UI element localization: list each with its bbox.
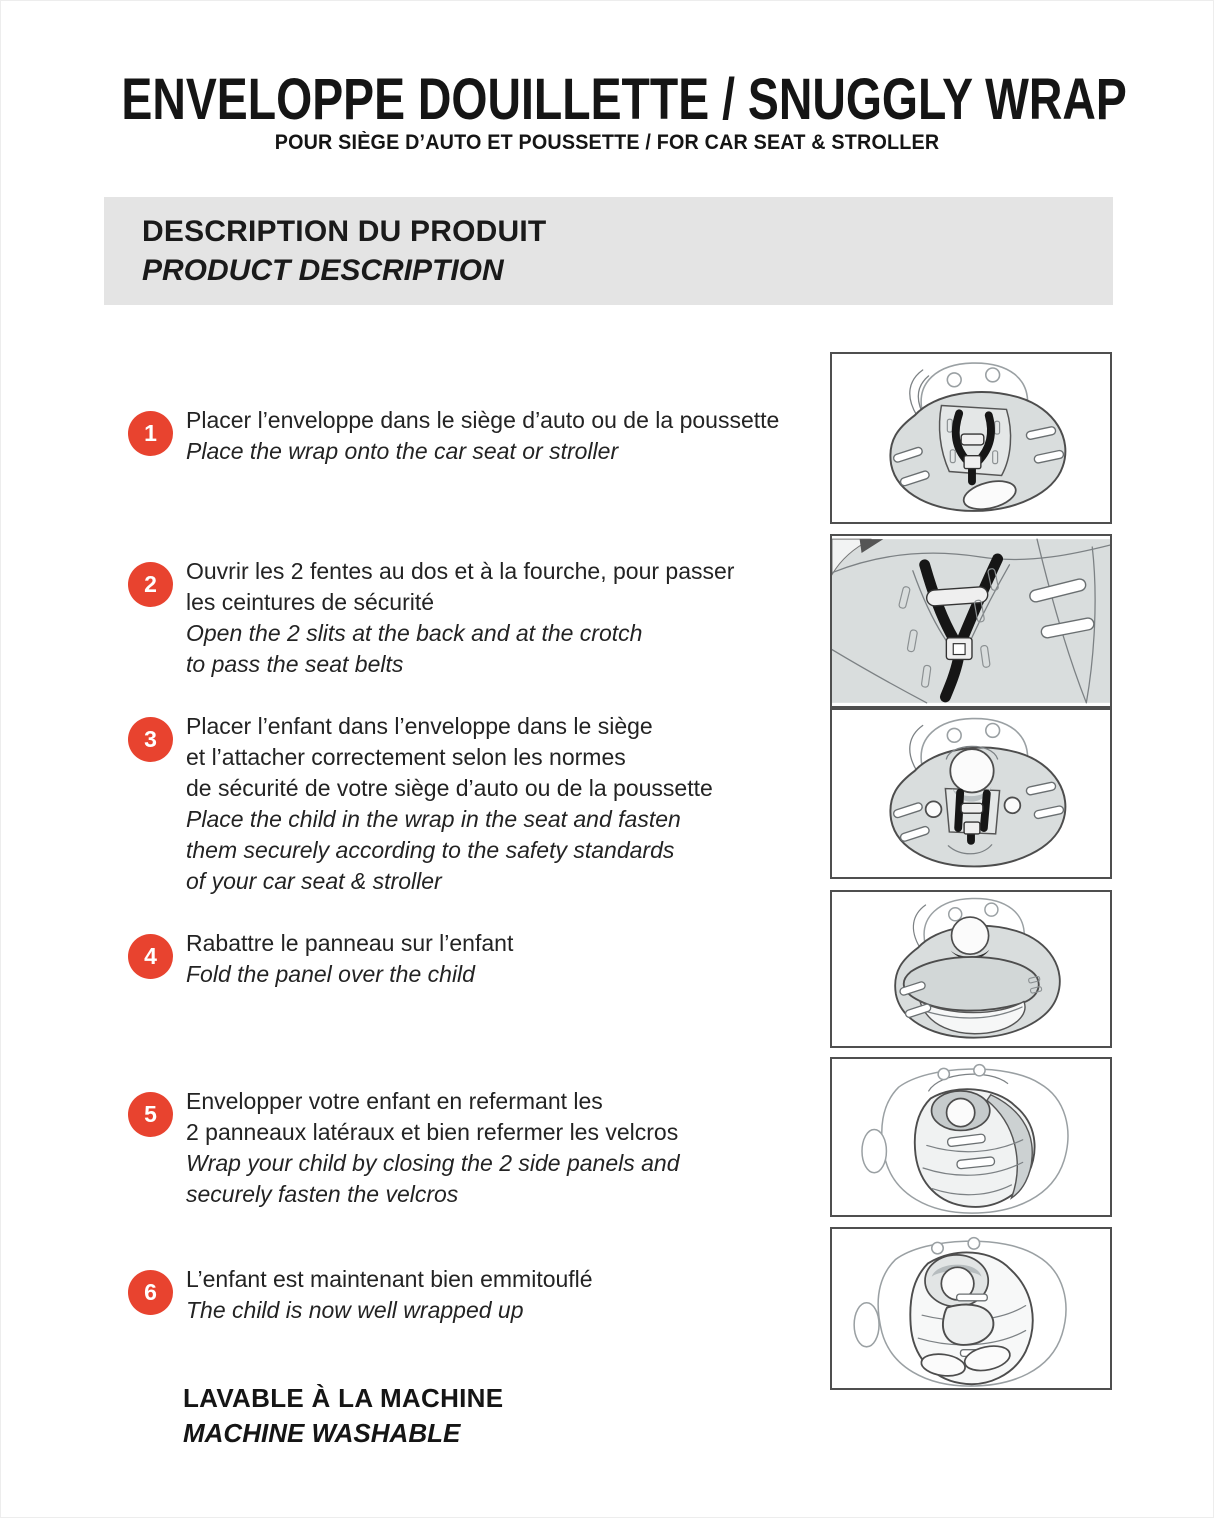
step-2-text-en: Open the 2 slits at the back and at the crotch bbox=[186, 620, 643, 646]
step-4 bbox=[128, 928, 513, 990]
step-5-text-en: securely fasten the velcros bbox=[186, 1181, 459, 1207]
step-5-text-en: Wrap your child by closing the 2 side panels and bbox=[186, 1150, 680, 1176]
child-in-wrap-drawing bbox=[832, 710, 1110, 877]
section-heading-en: PRODUCT DESCRIPTION bbox=[142, 254, 504, 287]
step-6-text-en: The child is now well wrapped up bbox=[186, 1297, 524, 1323]
step-2-text-fr: les ceintures de sécurité bbox=[186, 589, 435, 615]
machine-washable-en: MACHINE WASHABLE bbox=[183, 1418, 461, 1448]
side-panels-closing-drawing bbox=[832, 1059, 1110, 1215]
step-6 bbox=[128, 1264, 593, 1326]
section-banner bbox=[104, 197, 1113, 305]
harness-closeup-drawing bbox=[832, 536, 1110, 706]
step-3-text-fr: Placer l’enfant dans l’enveloppe dans le siège bbox=[186, 713, 653, 739]
step-2-number-badge: 2 bbox=[128, 562, 173, 607]
panel-folded-drawing bbox=[832, 892, 1110, 1046]
illustration-step-2 bbox=[830, 534, 1112, 708]
step-6-number-badge: 6 bbox=[128, 1270, 173, 1315]
step-5-text-fr: 2 panneaux latéraux et bien refermer les velcros bbox=[186, 1119, 679, 1145]
step-4-text-en: Fold the panel over the child bbox=[186, 961, 475, 987]
page-title: ENVELOPPE DOUILLETTE / SNUGGLY WRAP bbox=[121, 67, 1127, 132]
machine-washable-note bbox=[183, 1383, 503, 1449]
step-5 bbox=[128, 1086, 680, 1210]
illustration-step-4 bbox=[830, 890, 1112, 1048]
step-1-number-badge: 1 bbox=[128, 411, 173, 456]
step-4-text-fr: Rabattre le panneau sur l’enfant bbox=[186, 930, 514, 956]
fully-wrapped-drawing bbox=[832, 1229, 1110, 1388]
step-2-text-fr: Ouvrir les 2 fentes au dos et à la fourche, pour passer bbox=[186, 558, 735, 584]
step-3-text-fr: et l’attacher correctement selon les normes bbox=[186, 744, 626, 770]
step-5-text-fr: Envelopper votre enfant en refermant les bbox=[186, 1088, 603, 1114]
step-1-text-fr: Placer l’enveloppe dans le siège d’auto ou de la poussette bbox=[186, 407, 780, 433]
section-heading-fr: DESCRIPTION DU PRODUIT bbox=[142, 215, 547, 248]
machine-washable-fr: LAVABLE À LA MACHINE bbox=[183, 1383, 504, 1413]
step-2 bbox=[128, 556, 734, 680]
step-4-number-badge: 4 bbox=[128, 934, 173, 979]
step-3-text-en: them securely according to the safety standards bbox=[186, 837, 675, 863]
wrap-on-car-seat-drawing bbox=[832, 354, 1110, 522]
step-6-text-fr: L’enfant est maintenant bien emmitouflé bbox=[186, 1266, 593, 1292]
illustration-step-3 bbox=[830, 708, 1112, 879]
step-3-text-fr: de sécurité de votre siège d’auto ou de la poussette bbox=[186, 775, 713, 801]
step-5-number-badge: 5 bbox=[128, 1092, 173, 1137]
step-1 bbox=[128, 405, 779, 467]
illustration-step-1 bbox=[830, 352, 1112, 524]
step-3-number-badge: 3 bbox=[128, 717, 173, 762]
step-3-text-en: of your car seat & stroller bbox=[186, 868, 442, 894]
page-subtitle: POUR SIÈGE D’AUTO ET POUSSETTE / FOR CAR SEAT & STROLLER bbox=[274, 131, 940, 154]
step-1-text-en: Place the wrap onto the car seat or stroller bbox=[186, 438, 619, 464]
illustration-step-6 bbox=[830, 1227, 1112, 1390]
step-3-text-en: Place the child in the wrap in the seat and fasten bbox=[186, 806, 681, 832]
step-2-text-en: to pass the seat belts bbox=[186, 651, 404, 677]
step-3 bbox=[128, 711, 713, 897]
illustration-step-5 bbox=[830, 1057, 1112, 1217]
